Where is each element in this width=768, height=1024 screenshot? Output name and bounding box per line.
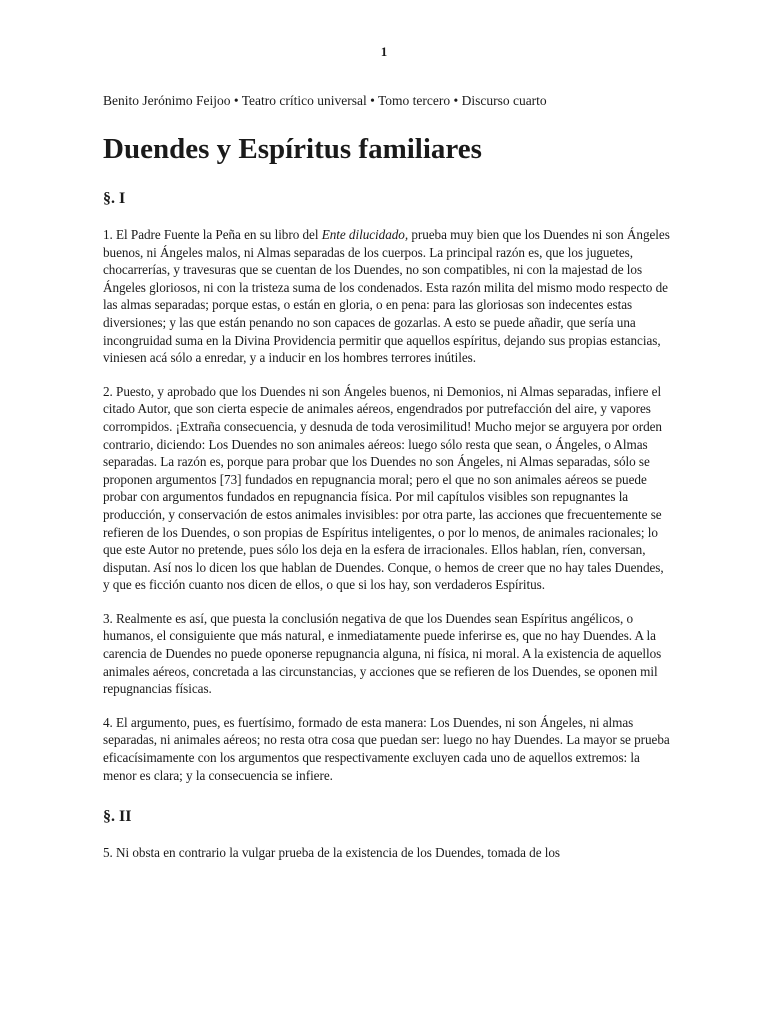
section-heading-1: §. I — [103, 190, 126, 207]
book-title: Ente dilucidado, — [321, 227, 409, 242]
document-title: Duendes y Espíritus familiares — [103, 133, 482, 165]
paragraph-1-rest: prueba muy bien que los Duendes ni son Ángeles buenos, ni Ángeles malos, ni Almas separadas de los cuerpos. La principal razón es, que los juguetes, chocarrerías, y travesuras que se cuentan de los Duendes, no son compatibles, ni con la majestad de los Ángeles gloriosos, ni con la tristeza suma de los condenados. Esta razón milita del mismo modo respecto de las almas separadas; porque estas, o están en gloria, o en pena: para las gloriosas son indecentes estas diversiones; y las que están penando no son capaces de gozarlas. A esto se puede añadir, que sería una incongruidad suma en la Divina Providencia permitir que aquellos espíritus, dejando sus propias estancias, viniesen acá sólo a enredar, y a inducir en los hombres terrores inútiles. — [103, 227, 670, 366]
paragraph-1-start: 1. El Padre Fuente la Peña en su libro del — [103, 227, 322, 242]
page-number: 1 — [380, 44, 388, 59]
document-body — [103, 92, 673, 862]
running-header: Benito Jerónimo Feijoo • Teatro crítico universal • Tomo tercero • Discurso cuarto — [103, 93, 547, 108]
paragraph-4: 4. El argumento, pues, es fuertísimo, formado de esta manera: Los Duendes, ni son Ángeles, ni almas separadas, ni animales aéreos; no resta otra cosa que puedan ser: luego no hay Duendes. La mayor se prueba eficacísimamente con los argumentos que respectivamente excluyen cada uno de aquellos extremos: la menor es clara; y la consecuencia se infiere. — [103, 714, 670, 783]
paragraph-1 — [103, 226, 673, 367]
paragraph-3: 3. Realmente es así, que puesta la conclusión negativa de que los Duendes sean Espíritus angélicos, o humanos, el consiguiente que más natural, e inmediatamente puede inferirse es, que no hay Duendes. A la carencia de Duendes no puede oponerse repugnancia alguna, ni física, ni moral. A la existencia de aquellos animales aéreos, concretada a las circunstancias, y acciones que se refieren de los Duendes, se oponen mil repugnancias físicas. — [103, 610, 662, 697]
paragraph-2: 2. Puesto, y aprobado que los Duendes ni son Ángeles buenos, ni Demonios, ni Almas separadas, infiere el citado Autor, que son cierta especie de animales aéreos, engendrados por putrefacción del aire, y vapores corrompidos. ¡Extraña consecuencia, y desnuda de toda verosimilitud! Mucho mejor se arguyera por orden contrario, diciendo: Los Duendes no son animales aéreos: luego sólo resta que sean, o Ángeles, o Almas separadas. La razón es, porque para probar que los Duendes no son Ángeles, ni Almas separadas, sólo se proponen argumentos [73] fundados en repugnancia moral; pero el que no son animales aéreos se puede probar con argumentos fundados en repugnancia física. Por mil capítulos visibles son repugnantes la producción, y conservación de estos animales invisibles: por otra parte, las acciones que frecuentemente se refieren de los Duendes, o son propias de Espíritus inteligentes, o por lo menos, de animales racionales; lo que este Autor no pretende, pues sólo los deja en la esfera de irracionales. Ellos hablan, ríen, conversan, disputan. Así nos lo dicen los que hablan de Duendes. Conque, o hemos de creer que no hay tales Duendes, y que es ficción cuanto nos dicen de ellos, o que si los hay, son verdaderos Espíritus. — [103, 383, 664, 593]
section-heading-2: §. II — [103, 808, 132, 826]
paragraph-5: 5. Ni obsta en contrario la vulgar prueba de la existencia de los Duendes, tomada de los — [103, 845, 561, 861]
